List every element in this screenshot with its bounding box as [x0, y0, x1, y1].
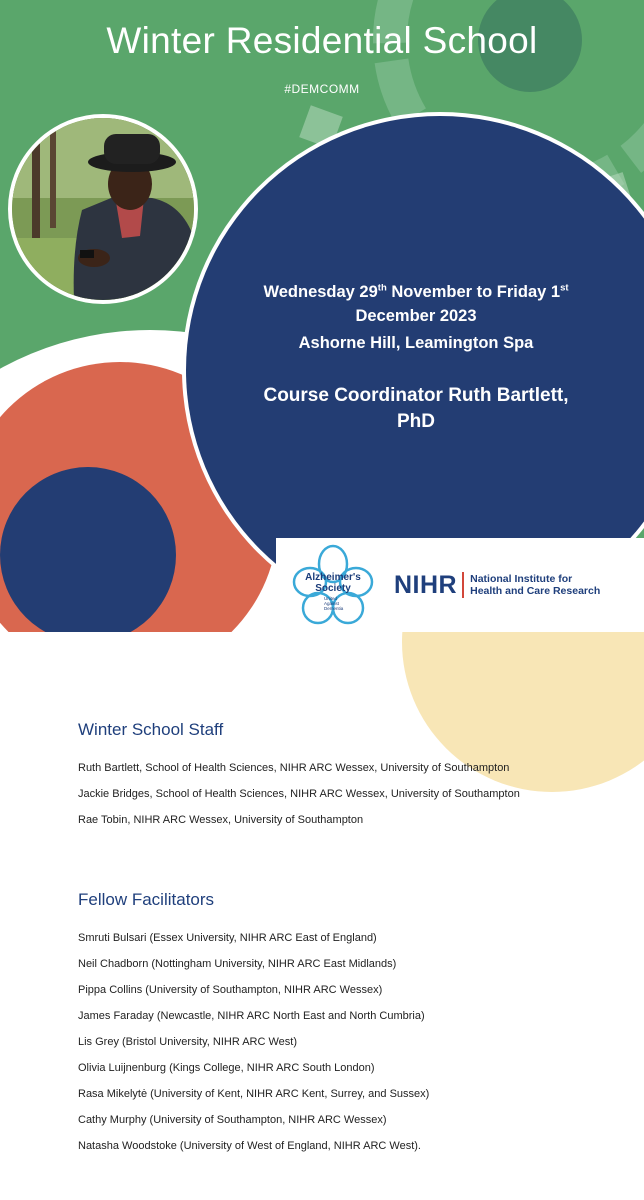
hashtag: #DEMCOMM: [284, 82, 360, 96]
fellow-member: Natasha Woodstoke (University of West of England, NIHR ARC West).: [78, 1140, 421, 1152]
event-dates: [196, 280, 636, 328]
staff-page: [0, 632, 644, 1200]
fellow-member: James Faraday (Newcastle, NIHR ARC North East and North Cumbria): [78, 1010, 425, 1022]
event-details: [196, 280, 636, 435]
portrait-illustration: [12, 118, 194, 300]
fellow-member: Smruti Bulsari (Essex University, NIHR ARC East of England): [78, 932, 377, 944]
fellow-member: Pippa Collins (University of Southampton, NIHR ARC Wessex): [78, 984, 383, 996]
staff-member: Rae Tobin, NIHR ARC Wessex, University of Southampton: [78, 814, 364, 826]
alzheimers-tag-1: United: [324, 596, 338, 601]
fellows-section: [78, 890, 618, 1166]
dates-end-suffix: st: [560, 282, 569, 294]
nihr-name-2: Health and Care Research: [470, 585, 601, 597]
course-coordinator: [196, 383, 636, 435]
sponsor-logos: [276, 538, 644, 632]
fellow-member: Lis Grey (Bristol University, NIHR ARC West): [78, 1036, 298, 1048]
staff-heading: Winter School Staff: [78, 720, 224, 739]
staff-member: Ruth Bartlett, School of Health Sciences, NIHR ARC Wessex, University of Southampton: [78, 762, 510, 774]
alzheimers-tag-2: Against: [324, 601, 340, 606]
portrait-photo: [8, 114, 198, 304]
fellow-member: Cathy Murphy (University of Southampton, NIHR ARC Wessex): [78, 1114, 387, 1126]
event-venue: Ashorne Hill, Leamington Spa: [298, 334, 534, 352]
coordinator-line1: Course Coordinator Ruth Bartlett,: [263, 385, 569, 406]
alzheimers-name-2: Society: [315, 583, 351, 594]
fellow-member: Olivia Luijnenburg (Kings College, NIHR ARC South London): [78, 1062, 375, 1074]
fellows-heading: Fellow Facilitators: [78, 890, 215, 909]
staff-member: Jackie Bridges, School of Health Sciences, NIHR ARC Wessex, University of Southampton: [78, 788, 520, 800]
fellow-member: Rasa Mikelytė (University of Kent, NIHR ARC Kent, Surrey, and Sussex): [78, 1088, 430, 1100]
dates-end: November to Friday 1: [386, 283, 561, 301]
nihr-divider: [462, 572, 464, 598]
dates-start: Wednesday 29: [263, 283, 378, 301]
alzheimers-name-1: Alzheimer's: [305, 572, 361, 583]
nihr-name-1: National Institute for: [470, 573, 573, 585]
coordinator-line2: PhD: [397, 411, 435, 432]
page-title: Winter Residential School: [106, 20, 538, 61]
alzheimers-tag-3: Dementia: [324, 606, 344, 611]
dates-start-suffix: th: [377, 282, 387, 294]
nihr-mark: NIHR: [394, 570, 458, 599]
fellow-member: Neil Chadborn (Nottingham University, NIHR ARC East Midlands): [78, 958, 397, 970]
nihr-name: [470, 573, 600, 597]
staff-section: [78, 720, 618, 840]
dates-month-year: December 2023: [355, 307, 477, 325]
alzheimers-society-logo: [290, 544, 376, 628]
nihr-logo: [394, 570, 600, 600]
